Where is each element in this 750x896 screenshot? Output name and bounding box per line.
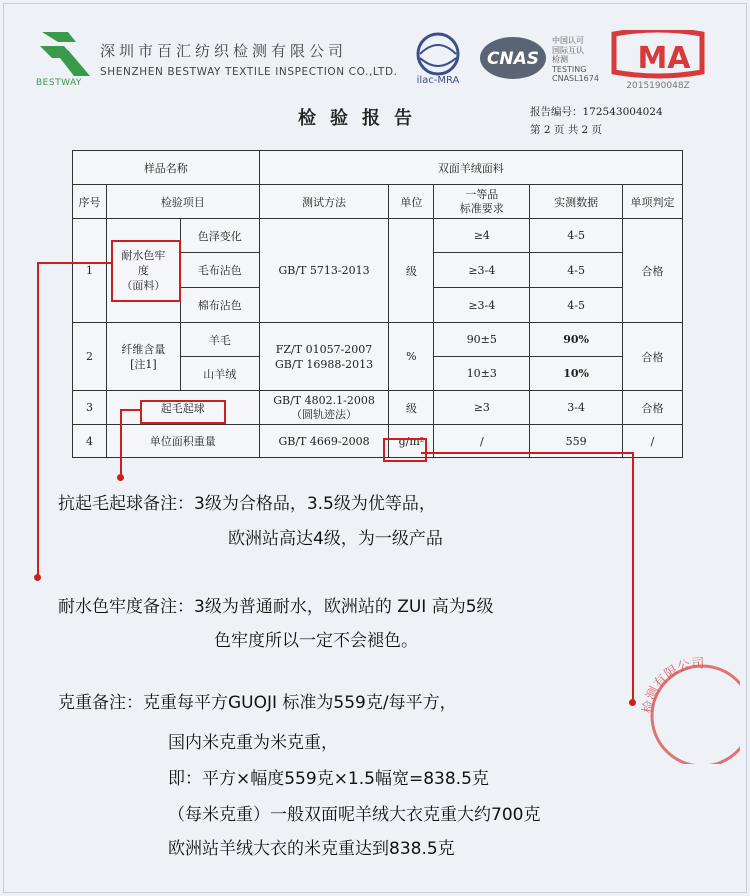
pilling-connector	[120, 409, 122, 477]
row3-verdict: 合格	[623, 391, 683, 425]
row4-unit: g/m²	[389, 425, 434, 458]
cma-number: 2015190048Z	[626, 81, 690, 90]
row2-sub2-std: 10±3	[434, 357, 530, 391]
row1-verdict: 合格	[623, 219, 683, 323]
row2-sub2-name: 山羊绒	[180, 357, 259, 391]
pilling-connector-dot	[117, 474, 124, 481]
row4-method: GB/T 4669-2008	[259, 425, 389, 458]
page-number: 第 2 页 共 2 页	[530, 124, 603, 136]
row4-std: /	[434, 425, 530, 458]
row3-std: ≥3	[434, 391, 530, 425]
row2-sub1-name: 羊毛	[180, 323, 259, 357]
ilac-label: ilac-MRA	[416, 75, 460, 86]
row1-unit: 级	[389, 219, 434, 323]
header-item: 检验项目	[106, 185, 259, 219]
weight-connector	[421, 452, 634, 454]
row1-method: GB/T 5713-2013	[259, 219, 389, 323]
colorfast-connector-dot	[34, 574, 41, 581]
row2-seq: 2	[73, 323, 107, 391]
row1-sub1-name: 色泽变化	[180, 219, 259, 253]
svg-text:检测有限公司	[640, 656, 705, 714]
row3-seq: 3	[73, 391, 107, 425]
row1-sub2-val: 4-5	[530, 253, 623, 288]
row2-method: FZ/T 01057-2007 GB/T 16988-2013	[259, 323, 389, 391]
header-method: 测试方法	[259, 185, 389, 219]
colorfast-note-line1: 耐水色牢度备注：3级为普通耐水，欧洲站的 ZUI 高为5级	[58, 597, 494, 617]
pilling-highlight-box	[140, 400, 226, 424]
sample-name-label: 样品名称	[73, 151, 260, 185]
table-row	[73, 323, 683, 357]
row1-sub3-val: 4-5	[530, 288, 623, 323]
cma-label: MA	[637, 41, 691, 76]
company-name-en: SHENZHEN BESTWAY TEXTILE INSPECTION CO.,LTD.	[100, 66, 398, 78]
cma-seal	[606, 30, 710, 90]
row4-seq: 4	[73, 425, 107, 458]
ilac-mra-seal	[404, 30, 472, 86]
row3-method: GB/T 4802.1-2008 （圆轨迹法）	[259, 391, 389, 425]
report-number: 报告编号：172543004024	[530, 106, 663, 118]
colorfast-highlight-box	[111, 240, 181, 302]
weight-note-line1: 克重备注：克重每平方GUOJI 标准为559克/每平方，	[58, 693, 457, 713]
pilling-note-line1: 抗起毛起球备注：3级为合格品，3.5级为优等品，	[58, 494, 436, 514]
header-verdict: 单项判定	[623, 185, 683, 219]
accreditation-text: 中国认可 国际互认 检测 TESTING CNASL1674	[552, 36, 599, 83]
row2-sub1-val: 90%	[530, 323, 623, 357]
company-stamp	[640, 654, 740, 764]
row1-sub1-std: ≥4	[434, 219, 530, 253]
row4-val: 559	[530, 425, 623, 458]
weight-note-line3: 即：平方×幅度559克×1.5幅宽=838.5克	[168, 769, 489, 789]
row1-seq: 1	[73, 219, 107, 323]
colorfast-connector	[37, 262, 113, 264]
company-name-cn: 深圳市百汇纺织检测有限公司	[100, 42, 348, 60]
colorfast-connector	[37, 262, 39, 577]
bestway-logo-icon	[38, 28, 94, 84]
row4-item: 单位面积重量	[106, 425, 259, 458]
weight-note-line4: （每米克重）一般双面呢羊绒大衣克重大约700克	[168, 805, 541, 825]
row1-sub3-name: 棉布沾色	[180, 288, 259, 323]
table-header-row	[73, 185, 683, 219]
pilling-connector	[120, 409, 142, 411]
weight-note-line5: 欧洲站羊绒大衣的米克重达到838.5克	[168, 839, 455, 859]
cnas-label: CNAS	[486, 49, 540, 69]
row1-item: 耐水色牢 度 （面料）	[106, 219, 180, 323]
pilling-note-line2: 欧洲站高达4级，为一级产品	[228, 529, 443, 549]
cnas-seal	[478, 34, 548, 82]
row1-sub2-name: 毛布沾色	[180, 253, 259, 288]
table-row	[73, 151, 683, 185]
header-unit: 单位	[389, 185, 434, 219]
row2-verdict: 合格	[623, 323, 683, 391]
row3-unit: 级	[389, 391, 434, 425]
row1-sub2-std: ≥3-4	[434, 253, 530, 288]
stamp-text: 检测有限公司	[640, 656, 705, 715]
header-seq: 序号	[73, 185, 107, 219]
header-standard: 一等品 标准要求	[434, 185, 530, 219]
logo-text: BESTWAY	[36, 78, 82, 88]
row1-sub3-std: ≥3-4	[434, 288, 530, 323]
weight-connector-dot	[629, 699, 636, 706]
row2-sub2-val: 10%	[530, 357, 623, 391]
colorfast-note-line2: 色牢度所以一定不会褪色。	[214, 631, 418, 651]
weight-unit-highlight-box	[383, 438, 427, 462]
row3-item: 起毛起球	[106, 391, 259, 425]
row1-sub1-val: 4-5	[530, 219, 623, 253]
report-title: 检验报告	[298, 108, 426, 129]
sample-name-value: 双面羊绒面料	[259, 151, 682, 185]
row2-unit: %	[389, 323, 434, 391]
weight-note-line2: 国内米克重为米克重，	[168, 733, 338, 753]
header-measured: 实测数据	[530, 185, 623, 219]
row3-val: 3-4	[530, 391, 623, 425]
row2-sub1-std: 90±5	[434, 323, 530, 357]
weight-connector	[632, 452, 634, 702]
row4-verdict: /	[623, 425, 683, 458]
row2-item: 纤维含量 [注1]	[106, 323, 180, 391]
